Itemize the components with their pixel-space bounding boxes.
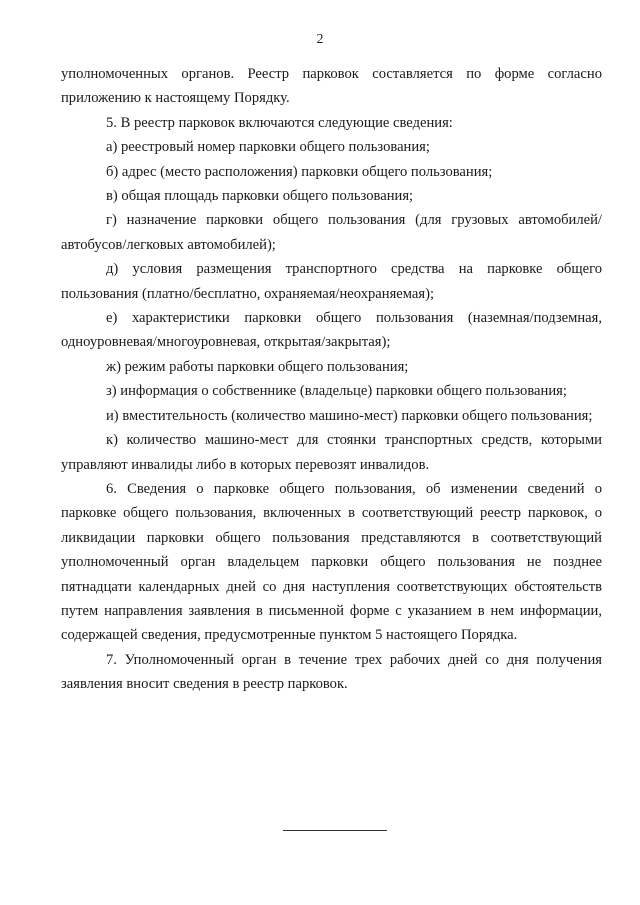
- paragraph-item-6: 6. Сведения о парковке общего пользования, об изменении сведений о парковке общего пользования, включенных в соответствующий реестр парковок, о ликвидации парковки общего пользования представляются в соответствующий уполномоченный орган владельцем парковки общего пользования не позднее пятнадцати календарных дней со дня наступления соответствующих обстоятельств путем направления заявления в письменной форме с указанием в нем информации, содержащей сведения, предусмотренные пунктом 5 настоящего Порядка.: [61, 480, 602, 644]
- paragraph-item-7: 7. Уполномоченный орган в течение трех рабочих дней со дня получения заявления вносит сведения в реестр парковок.: [61, 651, 602, 693]
- paragraph-item-g: г) назначение парковки общего пользования (для грузовых автомобилей/автобусов/легковых автомобилей);: [61, 212, 602, 253]
- paragraph-item-a: а) реестровый номер парковки общего пользования;: [106, 139, 430, 156]
- paragraph-item-k: к) количество машино-мест для стоянки транспортных средств, которыми управляют инвалиды либо в которых перевозят инвалидов.: [61, 432, 602, 473]
- paragraph-continuation: уполномоченных органов. Реестр парковок составляется по форме согласно приложению к настоящему Порядку.: [61, 66, 602, 107]
- page-number: 2: [316, 32, 324, 47]
- paragraph-item-e: е) характеристики парковки общего пользования (наземная/подземная, одноуровневая/многоуровневая, открытая/закрытая);: [61, 310, 602, 351]
- paragraph-item-i: и) вместительность (количество машино-мест) парковки общего пользования;: [106, 407, 593, 424]
- paragraph-item-v: в) общая площадь парковки общего пользования;: [106, 188, 414, 205]
- paragraph-item-d: д) условия размещения транспортного средства на парковке общего пользования (платно/бесплатно, охраняемая/неохраняемая);: [61, 261, 602, 302]
- document-body: [61, 62, 602, 697]
- paragraph-item-zh: ж) режим работы парковки общего пользования;: [106, 358, 409, 375]
- paragraph-item-b: б) адрес (место расположения) парковки общего пользования;: [106, 163, 493, 180]
- end-of-document-line: [283, 830, 387, 831]
- paragraph-item-z: з) информация о собственнике (владельце) парковки общего пользования;: [106, 383, 567, 400]
- paragraph-item-5-heading: 5. В реестр парковок включаются следующие сведения:: [106, 114, 453, 131]
